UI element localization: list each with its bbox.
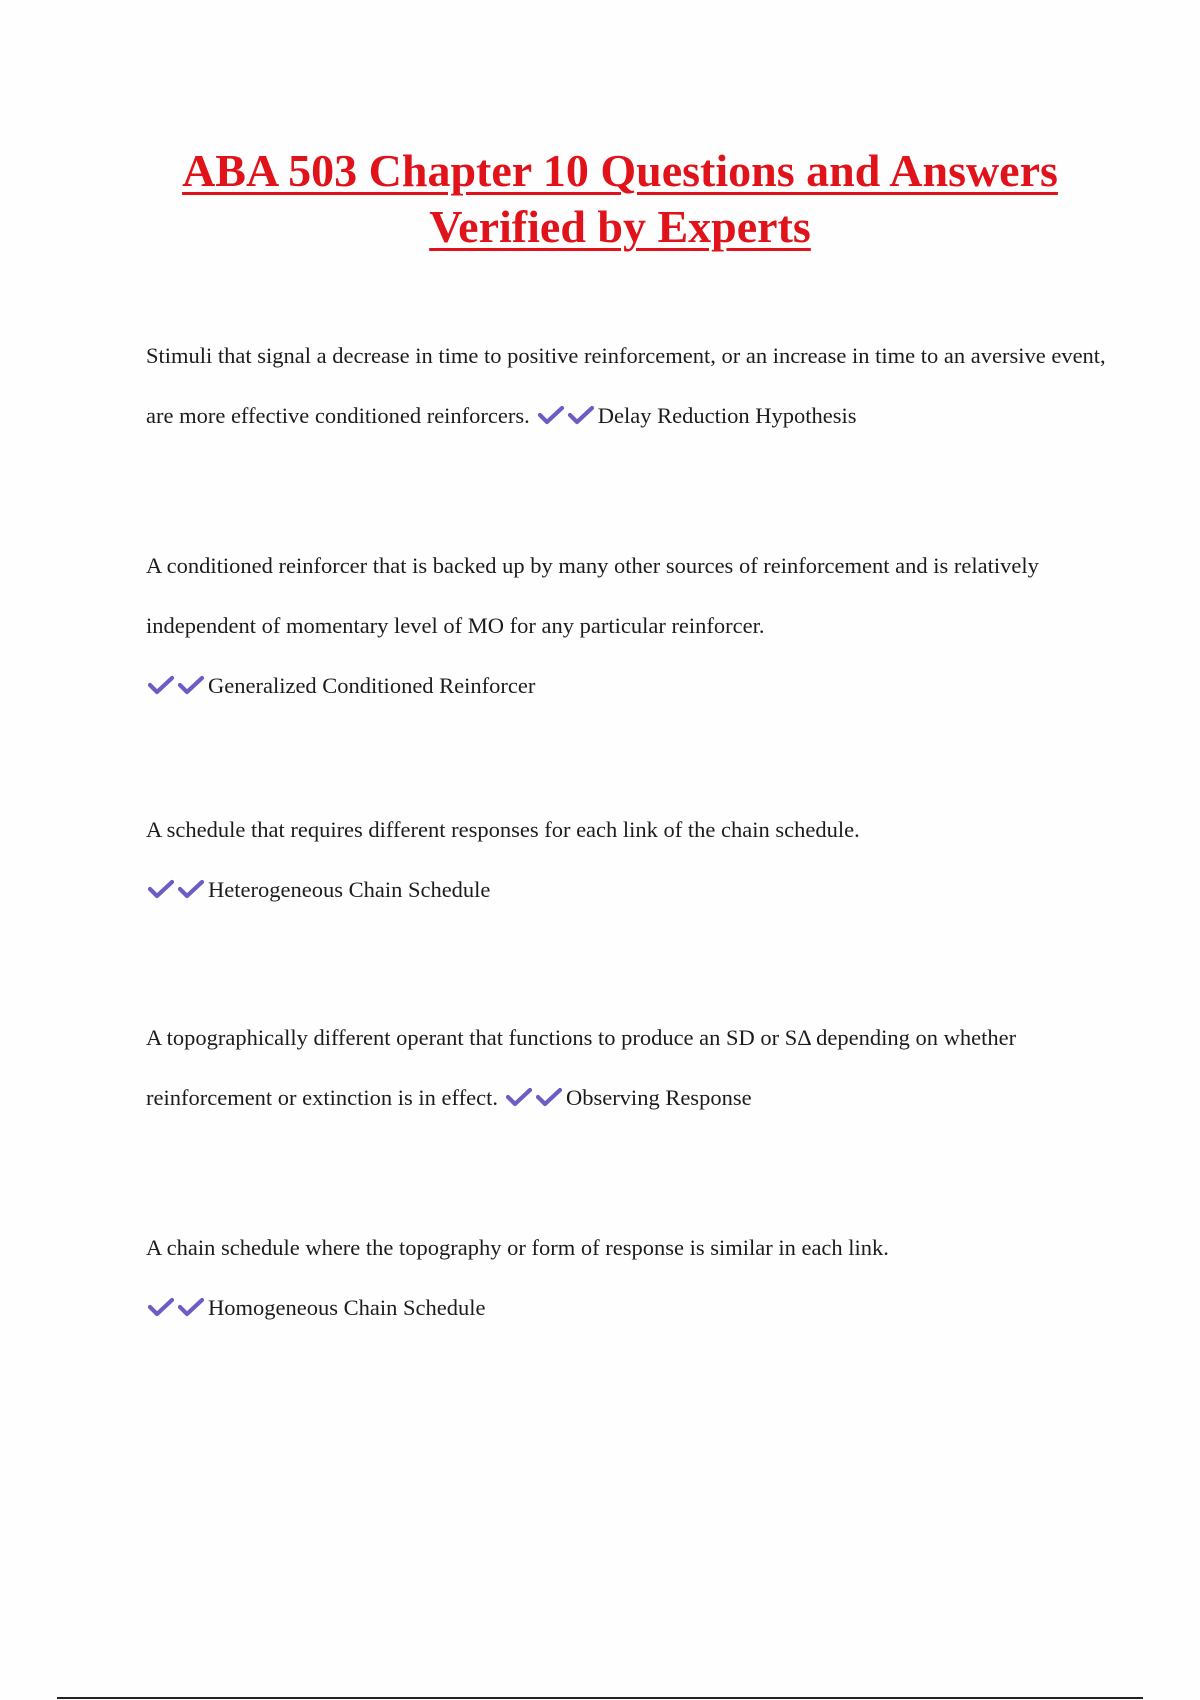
check-icon	[176, 878, 206, 900]
answer-text: Generalized Conditioned Reinforcer	[208, 673, 536, 698]
footer-divider	[57, 1697, 1143, 1699]
qa-item-2	[146, 536, 1106, 716]
answer-text: Delay Reduction Hypothesis	[597, 403, 857, 428]
check-icon	[534, 1086, 564, 1108]
check-icon	[146, 1296, 176, 1318]
check-icon	[176, 674, 206, 696]
question-text: Stimuli that signal a decrease in time to positive reinforcement, or an increase in time to an aversive event, are more effective conditioned reinforcers.	[146, 343, 1106, 428]
check-icon	[146, 674, 176, 696]
double-check-icon	[146, 1278, 206, 1338]
answer-text: Observing Response	[565, 1085, 752, 1110]
qa-item-1	[146, 326, 1106, 446]
double-check-icon	[146, 860, 206, 920]
check-icon	[146, 878, 176, 900]
qa-item-3	[146, 800, 1106, 920]
answer-line	[146, 656, 1106, 716]
check-icon	[176, 1296, 206, 1318]
question-text: A conditioned reinforcer that is backed up by many other sources of reinforcement and is relatively independent of momentary level of MO for any particular reinforcer.	[146, 553, 1039, 638]
double-check-icon	[504, 1068, 564, 1128]
qa-item-4	[146, 1008, 1106, 1128]
check-icon	[536, 404, 566, 426]
question-text: A topographically different operant that functions to produce an SD or SΔ depending on whether reinforcement or extinction is in effect.	[146, 1025, 1017, 1110]
question-text: A chain schedule where the topography or form of response is similar in each link.	[146, 1235, 889, 1260]
qa-item-5	[146, 1218, 1106, 1338]
check-icon	[504, 1086, 534, 1108]
check-icon	[566, 404, 596, 426]
answer-line	[146, 860, 1106, 920]
answer-line	[146, 1278, 1106, 1338]
answer-text: Homogeneous Chain Schedule	[208, 1295, 486, 1320]
document-title: ABA 503 Chapter 10 Questions and Answers Verified by Experts	[182, 145, 1058, 252]
double-check-icon	[536, 386, 596, 446]
question-text: A schedule that requires different responses for each link of the chain schedule.	[146, 817, 860, 842]
answer-text: Heterogeneous Chain Schedule	[208, 877, 491, 902]
double-check-icon	[146, 656, 206, 716]
